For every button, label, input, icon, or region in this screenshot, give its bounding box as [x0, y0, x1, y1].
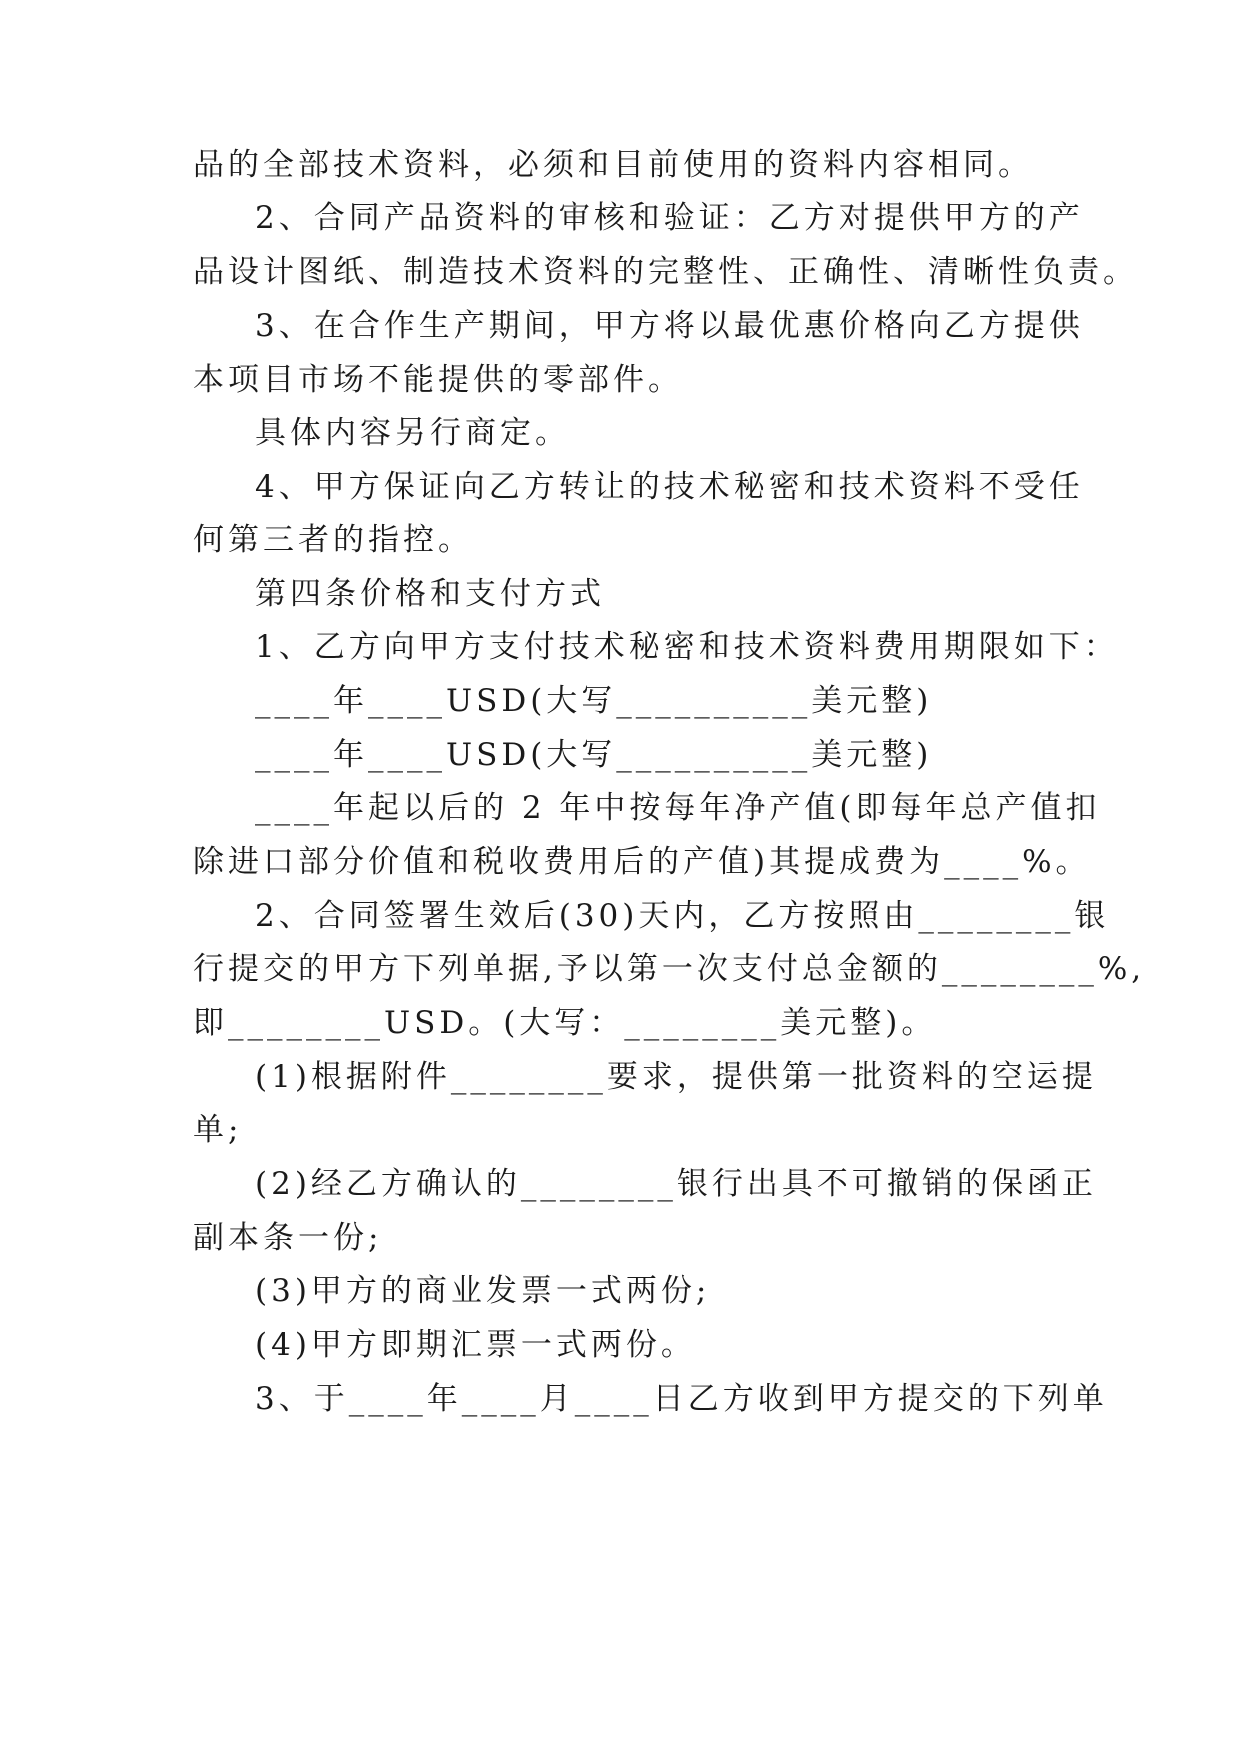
text-line: (2)经乙方确认的________银行出具不可撤销的保函正 [255, 1166, 1097, 1202]
text-line: 行提交的甲方下列单据,予以第一次支付总金额的________%, [193, 951, 1146, 987]
text-line: 4、甲方保证向乙方转让的技术秘密和技术资料不受任 [255, 469, 1084, 505]
text-line: 副本条一份; [193, 1220, 383, 1256]
text-line: (4)甲方即期汇票一式两份。 [255, 1327, 696, 1363]
text-line: 3、在合作生产期间，甲方将以最优惠价格向乙方提供 [255, 308, 1084, 344]
text-line: 1、乙方向甲方支付技术秘密和技术资料费用期限如下： [255, 629, 1119, 665]
text-line: 2、合同产品资料的审核和验证：乙方对提供甲方的产 [255, 200, 1084, 236]
text-line: 单; [193, 1112, 243, 1148]
text-line: 3、于____年____月____日乙方收到甲方提交的下列单 [255, 1381, 1108, 1417]
text-line: 品设计图纸、制造技术资料的完整性、正确性、清晰性负责。 [193, 254, 1138, 290]
text-line: ____年____USD(大写__________美元整) [255, 737, 933, 773]
text-line: ____年起以后的 2 年中按每年净产值(即每年总产值扣 [255, 790, 1101, 826]
text-line: 何第三者的指控。 [193, 522, 473, 558]
text-line: (3)甲方的商业发票一式两份; [255, 1273, 711, 1309]
text-line: 2、合同签署生效后(30)天内，乙方按照由________银 [255, 898, 1110, 934]
text-line: 具体内容另行商定。 [255, 415, 570, 451]
section-heading: 第四条价格和支付方式 [255, 576, 605, 612]
text-line: 本项目市场不能提供的零部件。 [193, 362, 683, 398]
text-line: 除进口部分价值和税收费用后的产值)其提成费为____%。 [193, 844, 1091, 880]
text-line: (1)根据附件________要求，提供第一批资料的空运提 [255, 1059, 1097, 1095]
text-line: 品的全部技术资料，必须和目前使用的资料内容相同。 [193, 147, 1033, 183]
text-line: ____年____USD(大写__________美元整) [255, 683, 933, 719]
text-line: 即________USD。(大写：________美元整)。 [193, 1005, 937, 1041]
